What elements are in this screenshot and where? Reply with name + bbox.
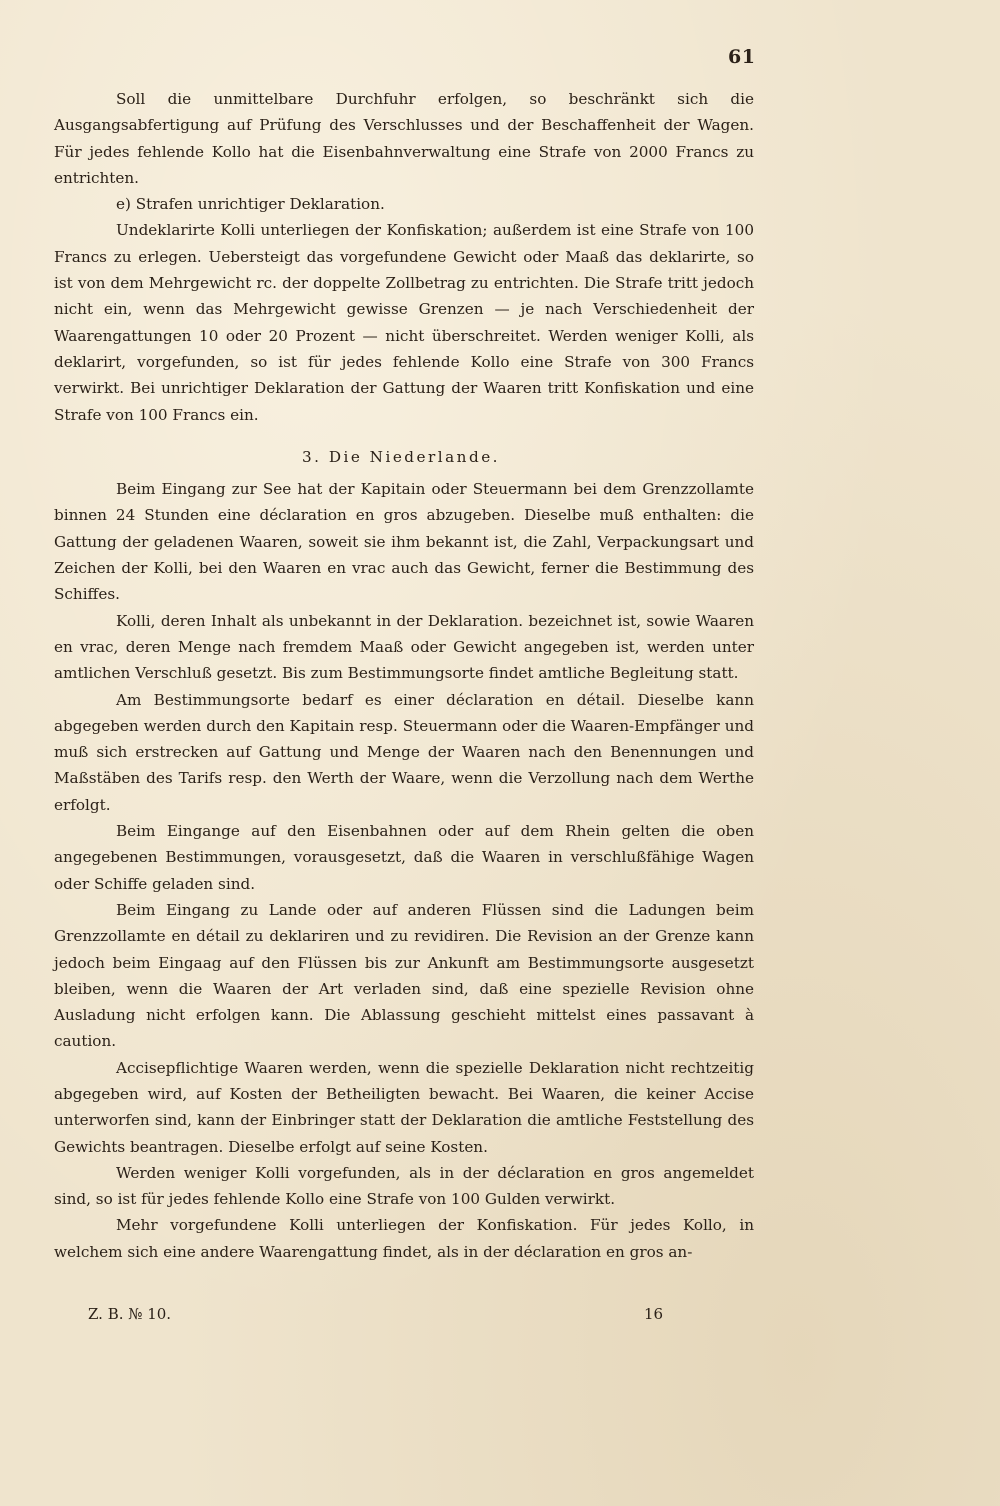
paragraph: Am Bestimmungsorte bedarf es einer déclaration en détail. Dieselbe kann abgegeben werden durch den Kapitain resp. Steuermann oder die Waaren-Empfänger und muß sich erstrecken auf Gattung und Menge der Waaren nach den Benennungen und Maßstäben des Tarifs resp. den Werth der Waare, wenn die Verzollung nach dem Werthe erfolgt.: [54, 690, 754, 814]
subsection-heading: e) Strafen unrichtiger Deklaration.: [116, 195, 385, 214]
paragraph: Mehr vorgefundene Kolli unterliegen der Konfiskation. Für jedes Kollo, in welchem sich eine andere Waarengattung findet, als in der déclaration en gros an-: [54, 1216, 754, 1261]
section-heading: 3. Die Niederlande.: [302, 447, 501, 466]
paragraph: Undeklarirte Kolli unterliegen der Konfiskation; außerdem ist eine Strafe von 100 Francs zu erlegen. Uebersteigt das vorgefundene Gewicht oder Maaß das deklarirte, so ist von dem Mehrgewicht rc. der doppelte Zollbetrag zu entrichten. Die Strafe tritt jedoch nicht ein, wenn das Mehrgewicht gewisse Grenzen — je nach Verschiedenheit der Waarengattungen 10 oder 20 Prozent — nicht überschreitet. Werden weniger Kolli, als deklarirt, vorgefunden, so ist für jedes fehlende Kollo eine Strafe von 300 Francs verwirkt. Bei unrichtiger Deklaration der Gattung der Waaren tritt Konfiskation und eine Strafe von 100 Francs ein.: [54, 221, 754, 424]
page-number: 61: [728, 46, 756, 68]
paragraph: Accisepflichtige Waaren werden, wenn die spezielle Deklaration nicht rechtzeitig abgegeben wird, auf Kosten der Betheiligten bewacht. Bei Waaren, die keiner Accise unterworfen sind, kann der Einbringer statt der Deklaration die amtliche Feststellung des Gewichts beantragen. Dieselbe erfolgt auf seine Kosten.: [54, 1058, 754, 1156]
sheet-number: 16: [644, 1305, 664, 1323]
signature-mark: Z. B. № 10.: [88, 1305, 172, 1323]
body-text: [54, 86, 754, 1265]
paragraph: Werden weniger Kolli vorgefunden, als in der déclaration en gros angemeldet sind, so ist für jedes fehlende Kollo eine Strafe von 100 Gulden verwirkt.: [54, 1163, 754, 1209]
paragraph: Beim Eingang zur See hat der Kapitain oder Steuermann bei dem Grenzzollamte binnen 24 Stunden eine déclaration en gros abzugeben. Dieselbe muß enthalten: die Gattung der geladenen Waaren, soweit sie ihm bekannt ist, die Zahl, Verpackungsart und Zeichen der Kolli, bei den Waaren en vrac auch das Gewicht, ferner die Bestimmung des Schiffes.: [54, 480, 754, 604]
paragraph: Beim Eingange auf den Eisenbahnen oder auf dem Rhein gelten die oben angegebenen Bestimmungen, vorausgesetzt, daß die Waaren in verschlußfähige Wagen oder Schiffe geladen sind.: [54, 822, 754, 893]
paragraph: Soll die unmittelbare Durchfuhr erfolgen, so beschränkt sich die Ausgangsabfertigung auf Prüfung des Verschlusses und der Beschaffenheit der Wagen. Für jedes fehlende Kollo hat die Eisenbahnverwaltung eine Strafe von 2000 Francs zu entrichten.: [54, 90, 754, 187]
paragraph: Beim Eingang zu Lande oder auf anderen Flüssen sind die Ladungen beim Grenzzollamte en détail zu deklariren und zu revidiren. Die Revision an der Grenze kann jedoch beim Eingaag auf den Flüssen bis zur Ankunft am Bestimmungsorte ausgesetzt bleiben, wenn die Waaren der Art verladen sind, daß eine spezielle Revision ohne Ausladung nicht erfolgen kann. Die Ablassung geschieht mittelst eines passavant à caution.: [54, 900, 754, 1051]
paragraph: Kolli, deren Inhalt als unbekannt in der Deklaration. bezeichnet ist, sowie Waaren en vrac, deren Menge nach fremdem Maaß oder Gewicht angegeben ist, werden unter amtlichen Verschluß gesetzt. Bis zum Bestimmungsorte findet amtliche Begleitung statt.: [54, 611, 754, 683]
